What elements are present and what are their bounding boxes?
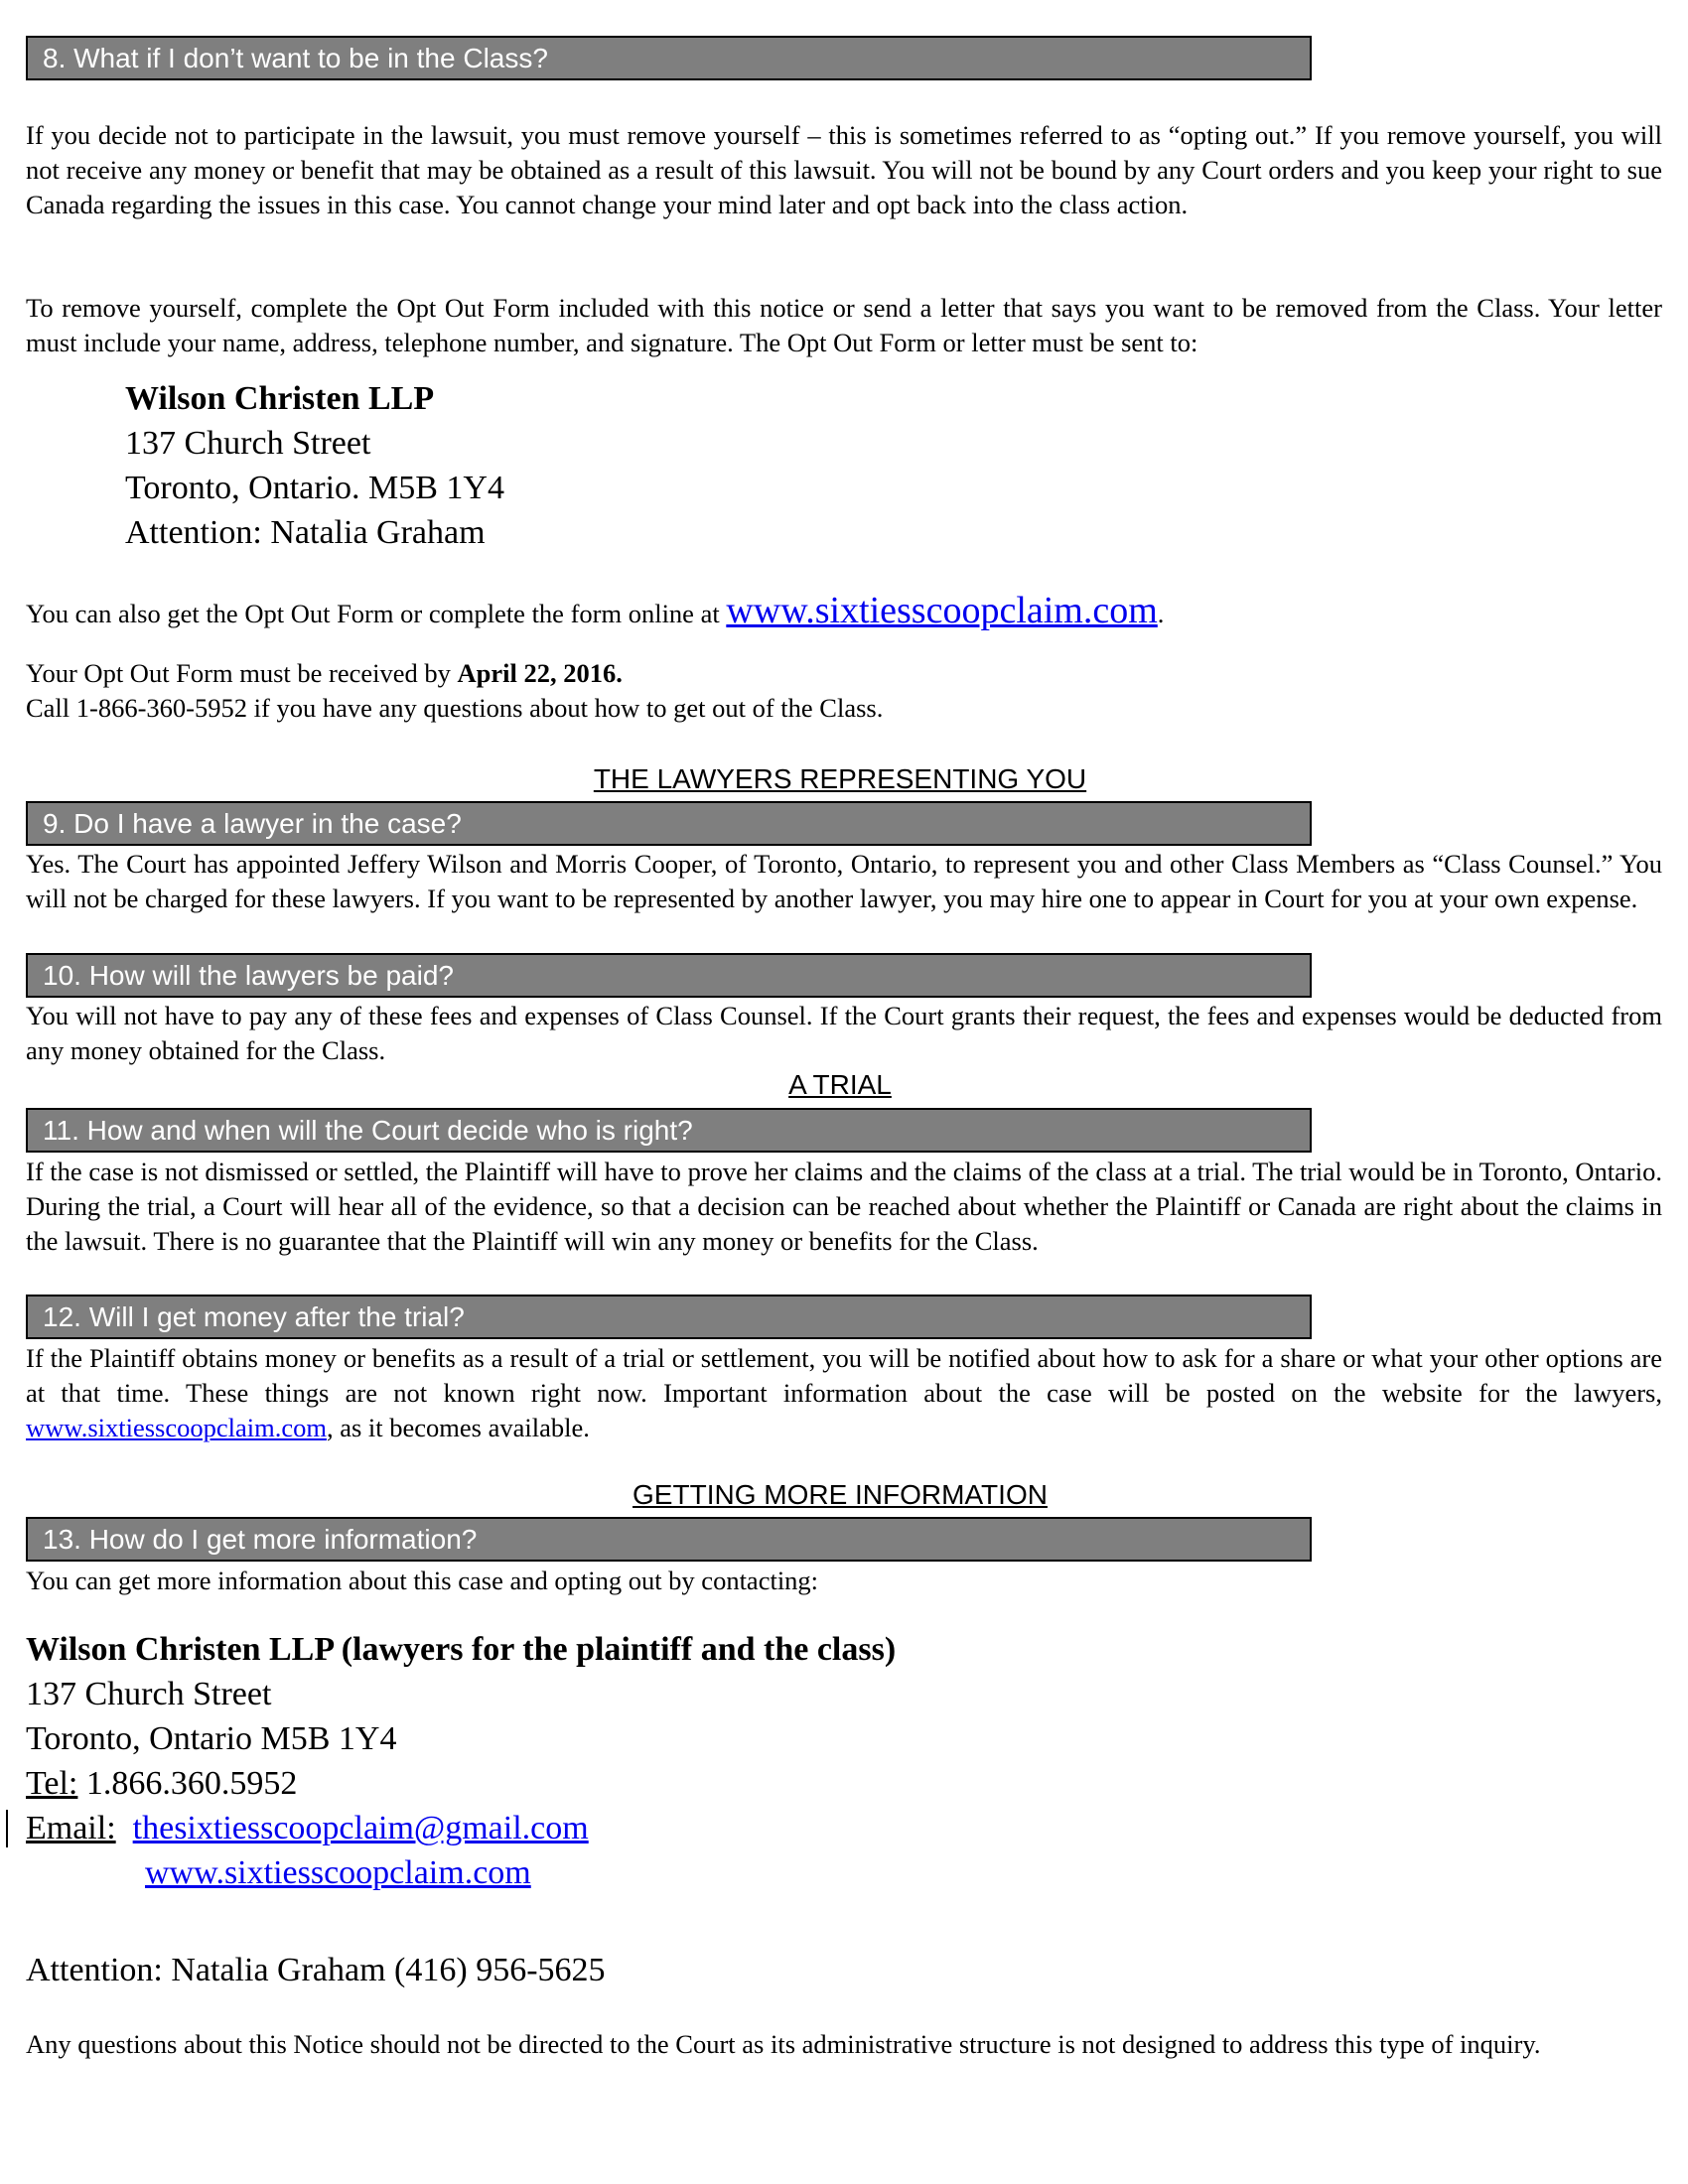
q8-call-line: Call 1-866-360-5952 if you have any questions about how to get out of the Class. bbox=[26, 693, 884, 723]
q8-deadline-prefix: Your Opt Out Form must be received by bbox=[26, 658, 458, 688]
q8-address-street: 137 Church Street bbox=[125, 425, 371, 462]
q8-paragraph-2: To remove yourself, complete the Opt Out Form included with this notice or send a letter that says you want to be removed from the Class. Your letter must include your name, address, telephone number, and signature. The Opt Out Form or letter must be sent to: bbox=[26, 293, 1662, 357]
section-title-lawyers bbox=[22, 762, 1658, 796]
section-title-info bbox=[22, 1478, 1658, 1512]
q12-website-link[interactable]: www.sixtiesscoopclaim.com bbox=[26, 1413, 327, 1442]
q11-heading: 11. How and when will the Court decide who is right? bbox=[26, 1108, 1312, 1153]
q13-final-note: Any questions about this Notice should not be directed to the Court as its administrative structure is not designed to address this type of inquiry. bbox=[26, 2029, 1541, 2059]
q13-paragraph-1: You can get more information about this case and opting out by contacting: bbox=[26, 1566, 819, 1595]
q12-paragraph-suffix: , as it becomes available. bbox=[326, 1413, 590, 1442]
q8-address-block bbox=[125, 376, 504, 555]
q9-paragraph-1: Yes. The Court has appointed Jeffery Wilson and Morris Cooper, of Toronto, Ontario, to represent you and other Class Members as “Class Counsel.” You will not be charged for these lawyers. If you want to be represented by another lawyer, you may hire one to appear in Court for you at your own expense. bbox=[26, 849, 1662, 913]
q13-contact-firm: Wilson Christen LLP (lawyers for the plaintiff and the class) bbox=[26, 1631, 897, 1668]
q8-online-suffix: . bbox=[1157, 599, 1165, 628]
q10-heading: 10. How will the lawyers be paid? bbox=[26, 953, 1312, 998]
q13-contact-website-row bbox=[26, 1850, 896, 1895]
q10-paragraph-1: You will not have to pay any of these fees and expenses of Class Counsel. If the Court grants their request, the fees and expenses would be deducted from any money obtained for the Class. bbox=[26, 1001, 1662, 1065]
q11-paragraph-1: If the case is not dismissed or settled, the Plaintiff will have to prove her claims and the claims of the class at a trial. The trial would be in Toronto, Ontario. During the trial, a Court will hear all of the evidence, so that a decision can be reached about whether the Plaintiff or Canada are right about the claims in the lawsuit. There is no guarantee that the Plaintiff will win any money or benefits for the Class. bbox=[26, 1157, 1662, 1256]
q8-address-city: Toronto, Ontario. M5B 1Y4 bbox=[125, 470, 504, 506]
q9-heading: 9. Do I have a lawyer in the case? bbox=[26, 801, 1312, 846]
q13-heading: 13. How do I get more information? bbox=[26, 1517, 1312, 1562]
section-title-trial bbox=[22, 1068, 1658, 1102]
q12-paragraph-1 bbox=[26, 1341, 1662, 1445]
q13-contact-block bbox=[26, 1627, 896, 1895]
q13-email-label: Email: bbox=[26, 1810, 116, 1846]
q8-online-link[interactable]: www.sixtiesscoopclaim.com bbox=[726, 590, 1158, 631]
q13-contact-attention: Attention: Natalia Graham (416) 956-5625 bbox=[26, 1952, 606, 1988]
q8-heading: 8. What if I don’t want to be in the Class? bbox=[26, 36, 1312, 80]
q8-online-line bbox=[26, 590, 1165, 631]
q13-website-link[interactable]: www.sixtiesscoopclaim.com bbox=[145, 1854, 531, 1891]
section-title-trial-text: A TRIAL bbox=[788, 1069, 892, 1100]
q13-contact-tel bbox=[26, 1761, 896, 1806]
q8-address-firm: Wilson Christen LLP bbox=[125, 380, 435, 417]
q13-email-link[interactable]: thesixtiesscoopclaim@gmail.com bbox=[132, 1810, 589, 1846]
q13-contact-email bbox=[26, 1806, 896, 1850]
text-cursor-marker bbox=[6, 1810, 8, 1847]
section-title-lawyers-text: THE LAWYERS REPRESENTING YOU bbox=[593, 763, 1087, 794]
q8-paragraph-1: If you decide not to participate in the lawsuit, you must remove yourself – this is sometimes referred to as “opting out.” If you remove yourself, you will not receive any money or benefit that may be obtained as a result of this lawsuit. You will not be bound by any Court orders and you keep your right to sue Canada regarding the issues in this case. You cannot change your mind later and opt back into the class action. bbox=[26, 120, 1662, 219]
q13-tel-value: 1.866.360.5952 bbox=[77, 1765, 298, 1802]
q8-online-prefix: You can also get the Opt Out Form or complete the form online at bbox=[26, 599, 727, 628]
q8-deadline-line bbox=[26, 656, 623, 691]
section-title-info-text: GETTING MORE INFORMATION bbox=[633, 1479, 1048, 1510]
q12-paragraph-prefix: If the Plaintiff obtains money or benefits as a result of a trial or settlement, you will be notified about how to ask for a share or what your other options are at that time. These things are not known right now. Important information about the case will be posted on the website for the lawyers, bbox=[26, 1343, 1662, 1408]
q12-heading: 12. Will I get money after the trial? bbox=[26, 1295, 1312, 1339]
q13-contact-street: 137 Church Street bbox=[26, 1676, 272, 1712]
q8-deadline-date: April 22, 2016. bbox=[457, 658, 623, 688]
q13-contact-city: Toronto, Ontario M5B 1Y4 bbox=[26, 1720, 397, 1757]
q8-address-attention: Attention: Natalia Graham bbox=[125, 514, 486, 551]
q13-tel-label: Tel: bbox=[26, 1765, 78, 1802]
